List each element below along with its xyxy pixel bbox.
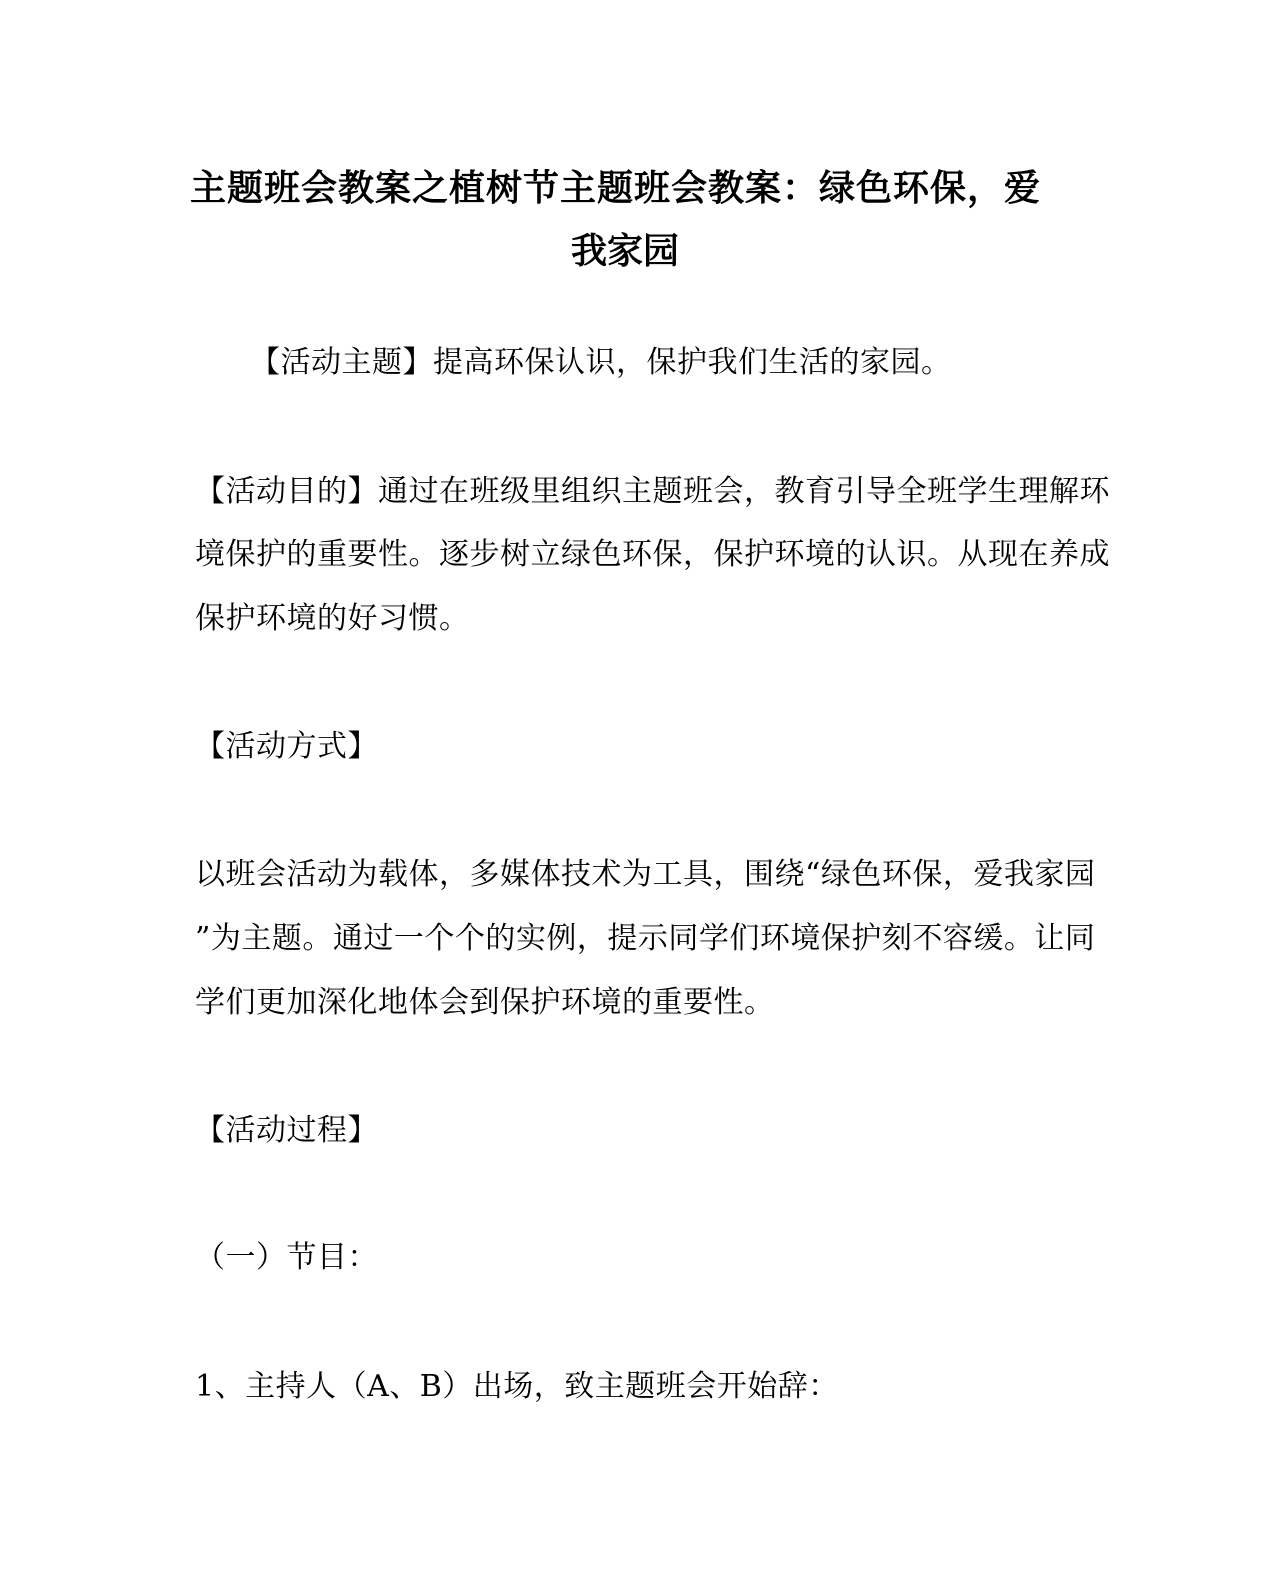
activity-purpose-line-1: 【活动目的】通过在班级里组织主题班会，教育引导全班学生理解环: [195, 474, 1110, 509]
activity-method-line-3: 学们更加深化地体会到保护环境的重要性。: [195, 985, 775, 1020]
activity-process-heading: 【活动过程】: [195, 1113, 378, 1148]
activity-method-line-1: 以班会活动为载体，多媒体技术为工具，围绕“绿色环保，爱我家园: [195, 857, 1096, 892]
document-title-line-1: 主题班会教案之植树节主题班会教案：绿色环保，爱: [190, 167, 1042, 209]
activity-method-heading: 【活动方式】: [195, 729, 378, 764]
process-item-1: 1、主持人（A、B）出场，致主题班会开始辞：: [195, 1369, 839, 1404]
activity-method-line-2: ”为主题。通过一个个的实例，提示同学们环境保护刻不容缓。让同: [195, 921, 1096, 956]
activity-purpose-line-3: 保护环境的好习惯。: [195, 601, 470, 636]
activity-purpose-line-2: 境保护的重要性。逐步树立绿色环保，保护环境的认识。从现在养成: [195, 537, 1110, 572]
document-title-line-2: 我家园: [570, 230, 679, 272]
activity-theme: 【活动主题】提高环保认识，保护我们生活的家园。: [250, 345, 952, 380]
section-one-heading: （一）节目：: [195, 1240, 378, 1275]
